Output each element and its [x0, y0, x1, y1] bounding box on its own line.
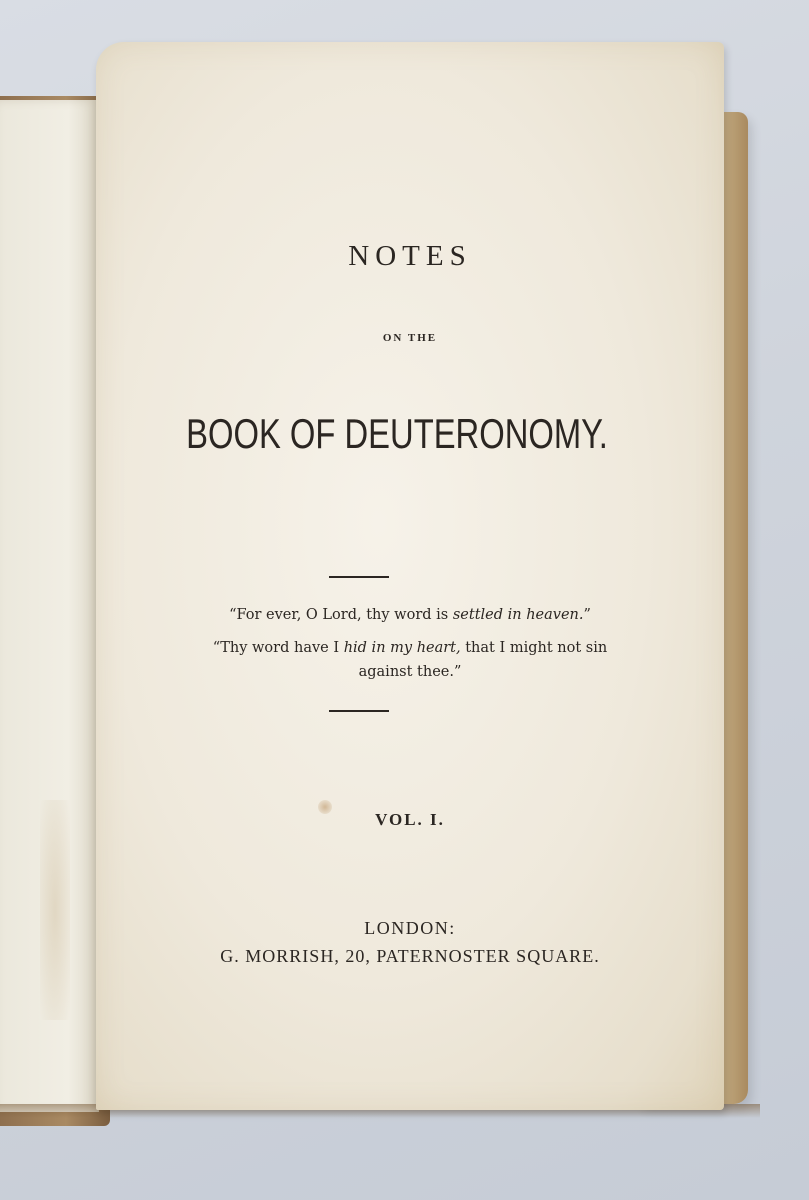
heading-notes: NOTES [348, 240, 472, 272]
epigraph-line-3: against thee.” [358, 664, 462, 680]
epigraph-line-1-close: ” [583, 607, 591, 623]
divider-rule-top [329, 576, 389, 578]
book-title: BOOK OF DEUTERONOMY. [186, 410, 608, 457]
epigraph-line-2 [96, 640, 724, 656]
title-page [96, 42, 724, 1110]
epigraph-line-2-rest: that I might not sin [460, 640, 608, 656]
heading-connector: ON THE [382, 332, 438, 344]
epigraph-line-1-italic: settled in heaven. [452, 607, 584, 623]
epigraph-line-1-text: “For ever, O Lord, thy word is [229, 607, 453, 623]
epigraph-line-1 [96, 607, 724, 623]
epigraph-line-2-text: “Thy word have I [212, 640, 344, 656]
left-page [0, 100, 99, 1112]
imprint-publisher: G. MORRISH, 20, PATERNOSTER SQUARE. [220, 946, 600, 966]
divider-rule-bottom [329, 710, 389, 712]
epigraph-line-2-italic: hid in my heart, [343, 640, 461, 656]
volume-label: VOL. I. [375, 810, 445, 829]
imprint-city: LONDON: [364, 918, 456, 938]
